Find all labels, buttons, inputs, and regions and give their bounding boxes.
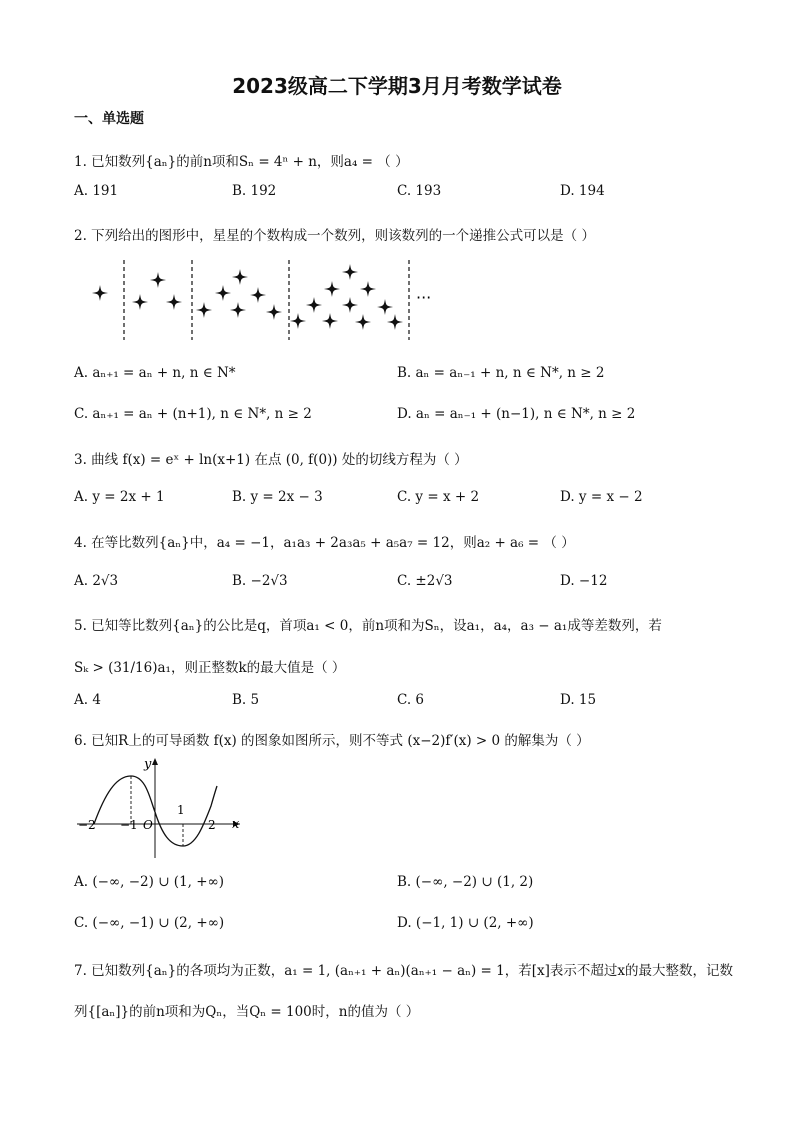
q3-option-b: B. y = 2x − 3 [232,489,323,505]
question-5-stem-continued: Sₖ > (31/16)a₁，则正整数k的最大值是（ ） [74,660,346,676]
q3-option-d: D. y = x − 2 [560,489,643,505]
q4-option-d: D. −12 [560,573,608,589]
origin-label: O [143,818,153,832]
q6-option-d: D. (−1, 1) ∪ (2, +∞) [397,915,534,931]
star-group-1 [92,285,108,301]
q2-option-a: A. aₙ₊₁ = aₙ + n, n ∈ N* [74,365,236,381]
q5-option-b: B. 5 [232,692,260,708]
q5-option-d: D. 15 [560,692,597,708]
question-4-stem: 4. 在等比数列{aₙ}中，a₄ = −1，a₁a₃ + 2a₃a₅ + a₅a₇ = 12，则a₂ + a₆ = （ ） [74,535,575,551]
q6-option-c: C. (−∞, −1) ∪ (2, +∞) [74,915,225,931]
q1-option-c: C. 193 [397,183,442,199]
q6-option-a: A. (−∞, −2) ∪ (1, +∞) [74,874,225,890]
ellipsis: ··· [416,288,432,307]
q5-option-c: C. 6 [397,692,425,708]
q1-option-a: A. 191 [74,183,119,199]
star-pattern-figure [80,255,440,345]
tick-2: 2 [208,818,216,832]
q4-option-b: B. −2√3 [232,573,288,589]
q4-option-c: C. ±2√3 [397,573,453,589]
question-6-stem: 6. 已知R上的可导函数 f(x) 的图象如图所示，则不等式 (x−2)f′(x) > 0 的解集为（ ） [74,733,590,749]
tick-minus-1: −1 [120,818,138,832]
tick-minus-2: −2 [78,818,96,832]
star-group-3 [196,269,282,320]
section-heading: 一、单选题 [74,111,144,127]
q5-option-a: A. 4 [74,692,101,708]
q2-option-c: C. aₙ₊₁ = aₙ + (n+1), n ∈ N*, n ≥ 2 [74,406,312,422]
q1-option-d: D. 194 [560,183,605,199]
tick-1: 1 [177,803,185,817]
q3-option-a: A. y = 2x + 1 [74,489,165,505]
q2-option-b: B. aₙ = aₙ₋₁ + n, n ∈ N*, n ≥ 2 [397,365,605,381]
question-1-stem: 1. 已知数列{aₙ}的前n项和Sₙ = 4ⁿ + n，则a₄ = （ ） [74,154,409,170]
y-label: y [144,757,152,772]
question-3-stem: 3. 曲线 f(x) = eˣ + ln(x+1) 在点 (0, f(0)) 处的切线方程为（ ） [74,452,468,468]
q3-option-c: C. y = x + 2 [397,489,480,505]
y-axis-arrow [152,758,158,765]
q2-option-d: D. aₙ = aₙ₋₁ + (n−1), n ∈ N*, n ≥ 2 [397,406,636,422]
question-7-stem-continued: 列{[aₙ]}的前n项和为Qₙ，当Qₙ = 100时，n的值为（ ） [74,1004,420,1020]
star-group-4 [290,264,403,330]
q1-option-b: B. 192 [232,183,277,199]
q4-option-a: A. 2√3 [74,573,119,589]
question-5-stem: 5. 已知等比数列{aₙ}的公比是q，首项a₁ < 0，前n项和为Sₙ，设a₁，a₄，a₃ − a₁成等差数列，若 [74,618,662,634]
function-graph [72,754,252,864]
exam-title: 2023级高二下学期3月月考数学试卷 [232,74,562,98]
star-group-2 [132,272,182,310]
x-label: x [232,817,240,832]
q6-option-b: B. (−∞, −2) ∪ (1, 2) [397,874,534,890]
question-2-stem: 2. 下列给出的图形中，星星的个数构成一个数列，则该数列的一个递推公式可以是（ ） [74,228,595,244]
question-7-stem: 7. 已知数列{aₙ}的各项均为正数，a₁ = 1, (aₙ₊₁ + aₙ)(aₙ₊₁ − aₙ) = 1，若[x]表示不超过x的最大整数，记数 [74,963,733,979]
